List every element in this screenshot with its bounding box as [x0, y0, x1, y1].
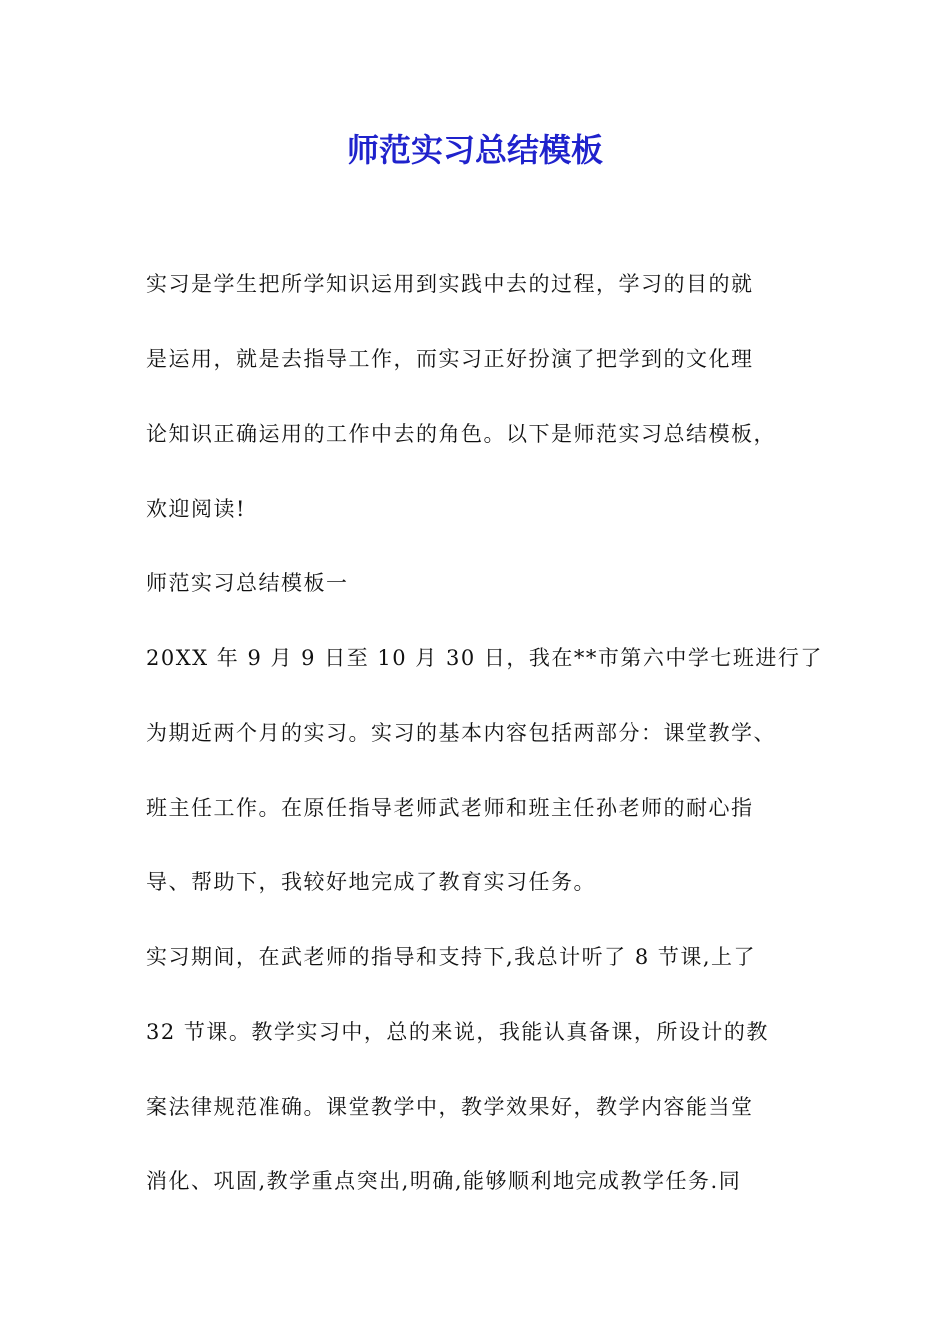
paragraph-line: 欢迎阅读!	[146, 497, 246, 521]
paragraph-line: 32 节课。教学实习中，总的来说，我能认真备课，所设计的教	[146, 1020, 769, 1044]
paragraph-line: 是运用，就是去指导工作，而实习正好扮演了把学到的文化理	[146, 347, 754, 371]
document-title: 师范实习总结模板	[346, 131, 603, 169]
paragraph-line: 为期近两个月的实习。实习的基本内容包括两部分：课堂教学、	[146, 721, 776, 745]
paragraph-line: 实习是学生把所学知识运用到实践中去的过程，学习的目的就	[146, 272, 754, 296]
paragraph-line: 实习期间，在武老师的指导和支持下,我总计听了 8 节课,上了	[146, 945, 757, 969]
paragraph-line: 班主任工作。在原任指导老师武老师和班主任孙老师的耐心指	[146, 796, 754, 820]
paragraph-line: 案法律规范准确。课堂教学中，教学效果好，教学内容能当堂	[146, 1095, 754, 1119]
section-heading: 师范实习总结模板一	[146, 571, 349, 595]
paragraph-line: 论知识正确运用的工作中去的角色。以下是师范实习总结模板，	[146, 422, 776, 446]
paragraph-line: 导、帮助下，我较好地完成了教育实习任务。	[146, 870, 596, 894]
paragraph-line: 20XX 年 9 月 9 日至 10 月 30 日，我在**市第六中学七班进行了	[146, 646, 823, 670]
paragraph-line: 消化、巩固,教学重点突出,明确,能够顺利地完成教学任务.同	[146, 1169, 742, 1193]
